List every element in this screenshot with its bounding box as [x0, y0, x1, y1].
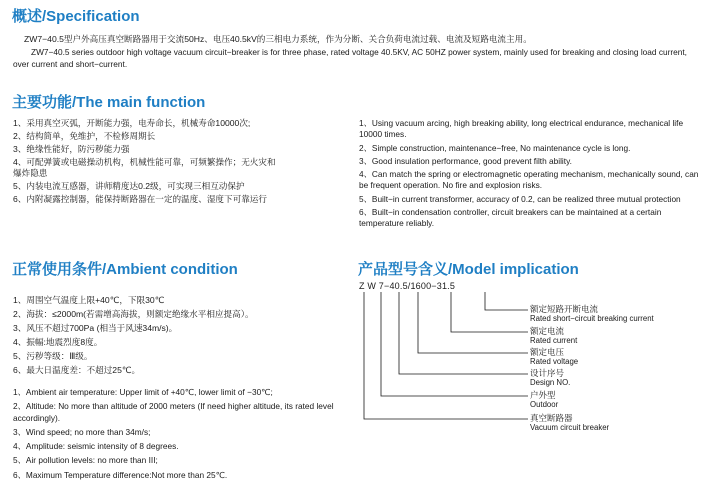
- list-item: 3、风压不超过700Pa (相当于风速34m/s)。: [13, 323, 178, 333]
- list-item: 4、Can match the spring or electromagnetic operating mechanism, mechanically sound, can be frequent operation. No fire and explosion risks.: [359, 169, 699, 191]
- leader-line: [364, 292, 528, 419]
- leader-line: [399, 292, 528, 374]
- list-item: 3、Good insulation performance, good prevent filth ability.: [359, 155, 572, 166]
- list-item: 3、Wind speed; no more than 34m/s;: [13, 426, 151, 437]
- list-item: 4、振幅:地震烈度8度。: [13, 337, 103, 347]
- model-label-design-no: 设计序号 Design NO.: [530, 368, 571, 387]
- list-item: 5、Air pollution levels: no more than III;: [13, 455, 158, 466]
- model-label-rated-current: 额定电流 Rated current: [530, 326, 578, 345]
- ambient-cn-list: [13, 295, 254, 376]
- ambient-heading: 正常使用条件/Ambient condition: [12, 261, 238, 278]
- model-label-rated-voltage: 额定电压 Rated voltage: [530, 347, 579, 366]
- spec-en-text: ZW7−40.5 series outdoor high voltage vacuum circuit−breaker is for three phase, rated voltage 40.5KV, AC 50HZ power system, mainly used for breaking and closing load current, over current and short−current.: [13, 47, 687, 69]
- list-item: 4、可配弹簧或电磁操动机构，机械性能可靠，可频繁操作；无火灾和: [13, 157, 276, 167]
- leader-line: [485, 292, 528, 310]
- list-item: 1、周围空气温度上限+40℃，下限30℃: [13, 295, 165, 305]
- list-item: 2、海拔：≤2000m(若需增高海拔，则额定绝缘水平相应提高）。: [13, 309, 254, 319]
- list-item: 2、Altitude: No more than altitude of 2000 meters (If need higher altitude, its rated level accordingly).: [13, 401, 334, 423]
- list-item: 6、最大日温度差：不超过25℃。: [13, 365, 141, 375]
- list-item: 1、采用真空灭弧，开断能力强，电寿命长，机械寿命10000次;: [13, 118, 251, 128]
- list-item: 6、Built−in condensation controller, circuit breakers can be maintained at a certain temperature reliably.: [359, 207, 662, 229]
- model-heading: 产品型号含义/Model implication: [358, 261, 579, 278]
- list-item: 2、结构简单，免维护，不检修周期长: [13, 131, 156, 141]
- list-item: 1、Using vacuum arcing, high breaking ability, long electrical endurance, mechanical life 10000 times.: [359, 118, 684, 140]
- leader-line: [451, 292, 528, 332]
- spec-heading: 概述/Specification: [12, 8, 140, 25]
- list-item: 爆炸隐患: [13, 168, 48, 178]
- spec-cn-text: ZW7−40.5型户外高压真空断路器用于交流50Hz、电压40.5kV的三相电力系统，作为分断、关合负荷电流过载、电流及短路电流主用。: [24, 34, 532, 44]
- list-item: 5、污秽等级：Ⅲ级。: [13, 351, 93, 361]
- list-item: 2、Simple construction, maintenance−free, No maintenance cycle is long.: [359, 142, 631, 153]
- ambient-en-list: [13, 387, 358, 481]
- model-label-vacuum-breaker: 真空断路器 Vacuum circuit breaker: [530, 413, 610, 432]
- model-code: Z W 7−40.5/1600−31.5: [359, 281, 456, 291]
- model-label-breaking-current: 额定短路开断电流 Rated short−circuit breaking current: [530, 304, 654, 323]
- list-item: 6、Maximum Temperature difference:Not more than 25℃.: [13, 469, 228, 480]
- list-item: 1、Ambient air temperature: Upper limit of +40℃, lower limit of −30℃;: [13, 387, 273, 397]
- list-item: 3、绝缘性能好，防污秽能力强: [13, 144, 130, 154]
- main-cn-list: [13, 118, 276, 205]
- model-label-outdoor: 户外型 Outdoor: [530, 390, 559, 409]
- main-en-list: [359, 118, 703, 230]
- list-item: 4、Amplitude: seismic intensity of 8 degrees.: [13, 441, 179, 452]
- list-item: 5、Built−in current transformer, accuracy of 0.2, can be realized three mutual protection: [359, 193, 681, 204]
- main-function-heading: 主要功能/The main function: [12, 94, 206, 111]
- list-item: 5、内装电流互感器，讲师精度达0.2级，可实现三相互动保护: [13, 181, 245, 191]
- list-item: 6、内附凝露控制器，能保持断路器在一定的温度、湿度下可靠运行: [13, 194, 267, 204]
- leader-line: [381, 292, 528, 396]
- leader-line: [418, 292, 528, 353]
